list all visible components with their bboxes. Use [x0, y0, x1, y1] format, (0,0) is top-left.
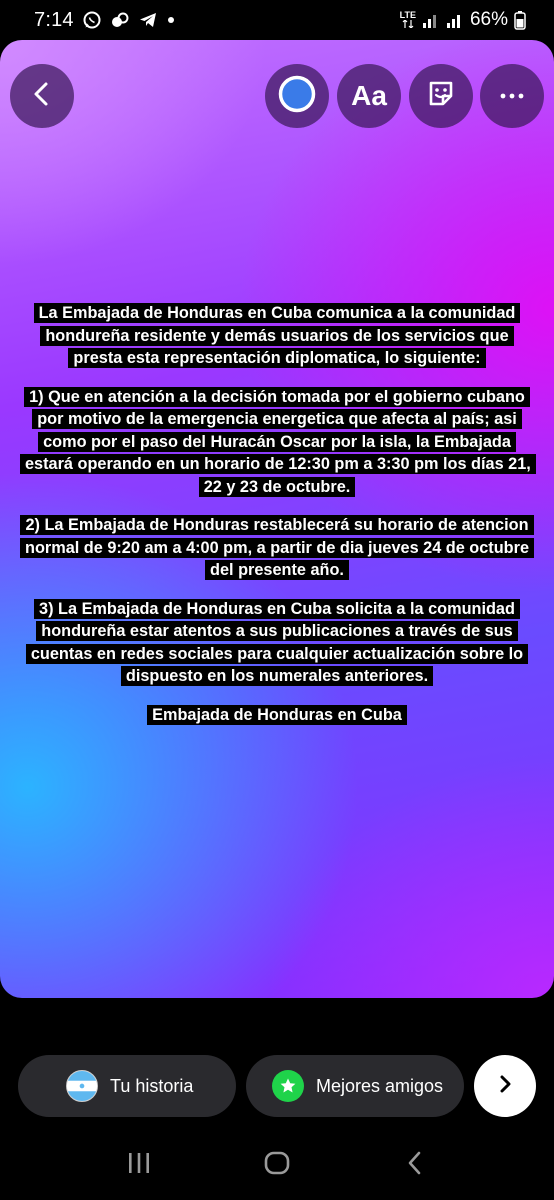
network-type-text: LTE	[399, 9, 416, 20]
status-left	[34, 9, 176, 32]
signal-icon	[422, 11, 440, 29]
story-signature	[20, 704, 534, 727]
avatar	[66, 1070, 98, 1102]
story-paragraph-1	[20, 386, 534, 499]
battery-percent: 66%	[469, 9, 508, 30]
back-icon	[404, 1150, 426, 1181]
share-bar	[0, 1052, 554, 1120]
sticker-icon	[426, 79, 456, 114]
next-button[interactable]	[474, 1055, 536, 1117]
story-signature-text: Embajada de Honduras en Cuba	[147, 705, 407, 725]
story-paragraph-2	[20, 514, 534, 582]
home-button[interactable]	[247, 1135, 307, 1195]
status-time: 7:14	[34, 8, 74, 31]
network-type-label	[400, 11, 416, 30]
recent-apps-icon	[126, 1151, 152, 1180]
story-paragraph-intro-text: La Embajada de Honduras en Cuba comunica a la comunidad hondureña residente y demás usuarios de los servicios que presta esta representación diplomatica, lo siguiente:	[34, 303, 521, 368]
close-friends-label: Mejores amigos	[316, 1075, 444, 1096]
telegram-icon	[138, 10, 158, 30]
signal-icon-2	[446, 11, 464, 29]
color-picker-icon	[278, 75, 316, 118]
status-bar	[0, 0, 554, 40]
more-options-button[interactable]	[480, 64, 544, 128]
text-style-button[interactable]	[337, 64, 401, 128]
your-story-label: Tu historia	[110, 1075, 194, 1096]
whatsapp-icon	[82, 10, 102, 30]
sticker-button[interactable]	[409, 64, 473, 128]
chevron-left-icon	[28, 80, 56, 113]
close-friends-button[interactable]	[246, 1055, 464, 1117]
story-paragraph-2-text: 2) La Embajada de Honduras restablecerá su horario de atencion normal de 9:20 am a 4:00 pm, a partir de dia jueves 24 de octubre del presente año.	[20, 515, 534, 580]
system-back-button[interactable]	[385, 1135, 445, 1195]
your-story-button[interactable]	[18, 1055, 236, 1117]
status-right	[400, 9, 526, 31]
battery-icon	[514, 10, 526, 30]
story-paragraph-3-text: 3) La Embajada de Honduras en Cuba solicita a la comunidad hondureña estar atentos a sus publicaciones a través de sus cuentas en redes sociales para cualquier actualización sobre lo dispuesto en los numerales anteriores.	[26, 599, 528, 687]
text-style-label: Aa	[351, 80, 387, 111]
story-paragraph-1-text: 1) Que en atención a la decisión tomada por el gobierno cubano por motivo de la emergencia energetica que afecta al país; asi como por el paso del Huracán Oscar por la isla, la Embajada estará operando en un horario de 12:30 pm a 3:30 pm los días 21, 22 y 23 de octubre.	[20, 387, 536, 497]
story-paragraph-intro	[20, 302, 534, 370]
story-paragraph-3	[20, 598, 534, 688]
back-button[interactable]	[10, 64, 74, 128]
navigation-bar	[0, 1130, 554, 1200]
story-text-block[interactable]	[20, 302, 534, 742]
color-picker-button[interactable]	[265, 64, 329, 128]
star-icon	[272, 1070, 304, 1102]
recent-apps-button[interactable]	[109, 1135, 169, 1195]
notification-dot-icon	[166, 15, 176, 25]
chevron-right-icon	[494, 1073, 516, 1100]
more-horizontal-icon	[499, 87, 525, 105]
story-canvas[interactable]	[0, 40, 554, 998]
home-icon	[263, 1149, 291, 1182]
tool-icon	[110, 10, 130, 30]
